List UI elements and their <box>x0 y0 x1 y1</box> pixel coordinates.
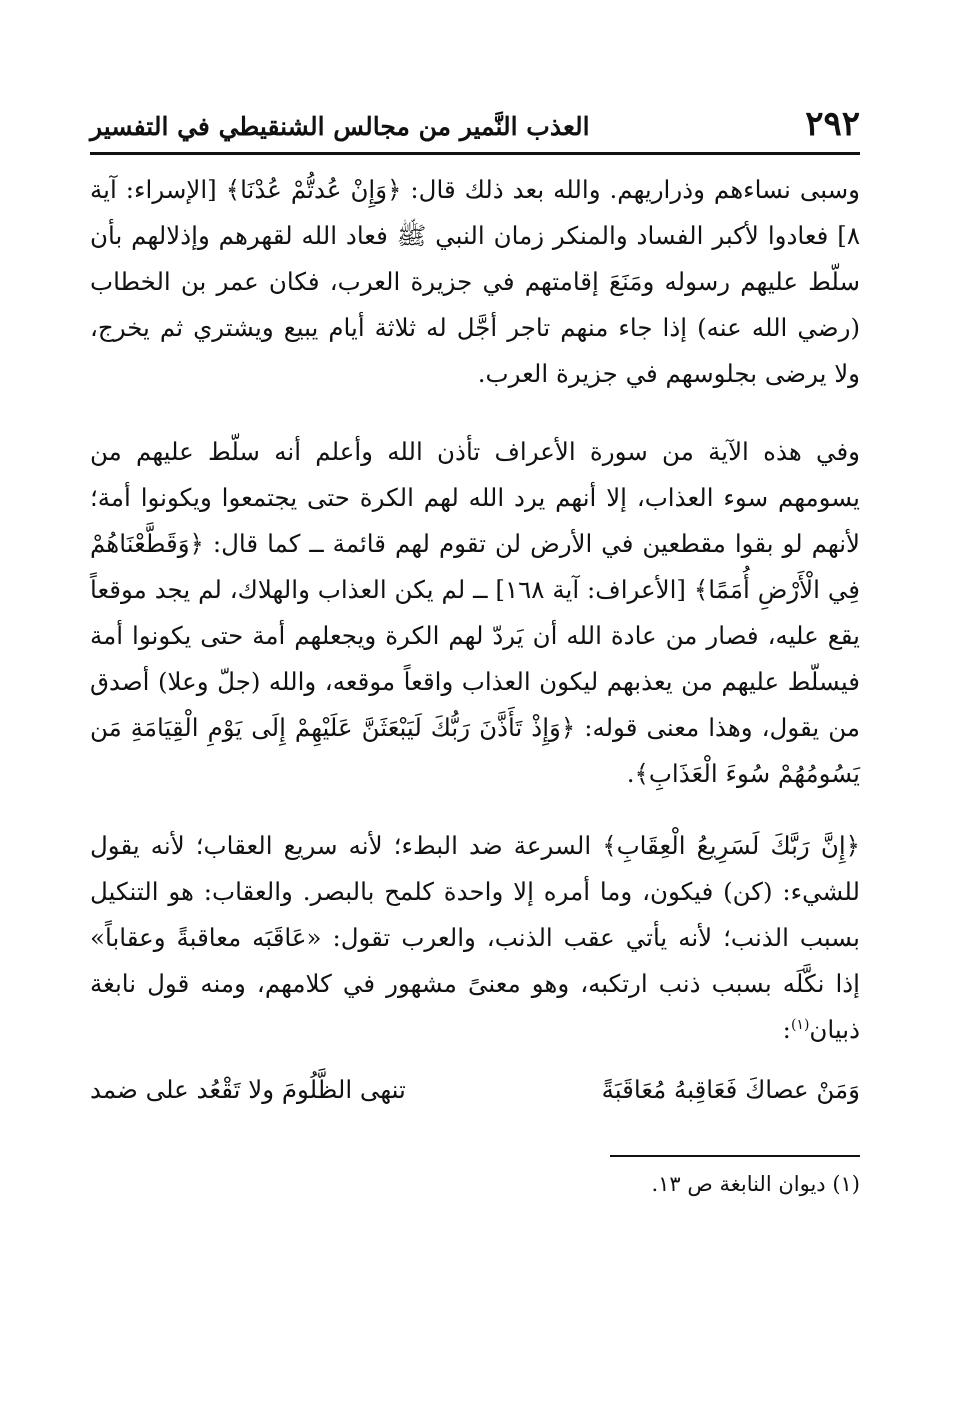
footnote: (١) ديوان النابغة ص ١٣. <box>651 1172 860 1196</box>
footnote-reference: (١) <box>790 1016 810 1033</box>
verse-hemistich-2: تنهى الظَّلُومَ ولا تَقْعُد على ضمد <box>90 1075 406 1104</box>
footnote-divider <box>610 1155 860 1157</box>
paragraph-3-text: ﴿إِنَّ رَبَّكَ لَسَرِيعُ الْعِقَابِ﴾ السرعة ضد البطء؛ لأنه سريع العقاب؛ لأنه يقول للشيء: (كن) فيكون، وما أمره إلا واحدة كلمح بالبصر. والعقاب: هو التنكيل بسبب الذنب؛ لأنه يأتي عقب الذنب، والعرب تقول: «عَاقَبَه معاقبةً وعقاباً» إذا نكَّلَه بسبب ذنب ارتكبه، وهو معنىً مشهور في كلامهم، ومنه قول نابغة ذبيان <box>90 831 860 1044</box>
page-body <box>90 155 860 1201</box>
paragraph-2: وفي هذه الآية من سورة الأعراف تأذن الله وأعلم أنه سلّط عليهم من يسومهم سوء العذاب، إلا أنهم يرد الله لهم الكرة حتى يجتمعوا ويكونوا أمة؛ لأنهم لو بقوا مقطعين في الأرض لن تقوم لهم قائمة ــ كما قال: ﴿وَقَطَّعْنَاهُمْ فِي الْأَرْضِ أُمَمًا﴾ [الأعراف: آية ١٦٨] ــ لم يكن العذاب والهلاك، لم يجد موقعاً يقع عليه، فصار من عادة الله أن يَردّ لهم الكرة ويجعلهم أمة حتى يكونوا أمة فيسلّط عليهم من يعذبهم ليكون العذاب واقعاً موقعه، والله (جلّ وعلا) أصدق من يقول، وهذا معنى قوله: ﴿وَإِذْ تَأَذَّنَ رَبُّكَ لَيَبْعَثَنَّ عَلَيْهِمْ إِلَى يَوْمِ الْقِيَامَةِ مَن يَسُومُهُمْ سُوءَ الْعَذَابِ﴾. <box>90 437 860 788</box>
verse-hemistich-1: وَمَنْ عصاكَ فَعَاقِبهُ مُعَاقَبَةً <box>601 1075 860 1104</box>
paragraph-1: وسبى نساءهم وذراريهم. والله بعد ذلك قال: ﴿وَإِنْ عُدتُّمْ عُدْنَا﴾ [الإسراء: آية ٨] فعادوا لأكبر الفساد والمنكر زمان النبي ﷺ فعاد الله لقهرهم وإذلالهم بأن سلّط عليهم رسوله ومَنَعَ إقامتهم في جزيرة العرب، فكان عمر بن الخطاب (رضي الله عنه) إذا جاء منهم تاجر أجَّل له ثلاثة أيام يبيع ويشتري ثم يخرج، ولا يرضى بجلوسهم في جزيرة العرب. <box>90 175 860 388</box>
paragraph-3-colon: : <box>782 1015 791 1044</box>
page-header <box>90 100 860 155</box>
running-title: العذب النَّمير من مجالس الشنقيطي في التفسير <box>90 112 590 141</box>
paragraph-3 <box>90 823 860 1053</box>
page-number: ٢٩٢ <box>805 104 860 144</box>
poetry-verse <box>90 1067 860 1113</box>
book-page <box>90 100 860 1201</box>
